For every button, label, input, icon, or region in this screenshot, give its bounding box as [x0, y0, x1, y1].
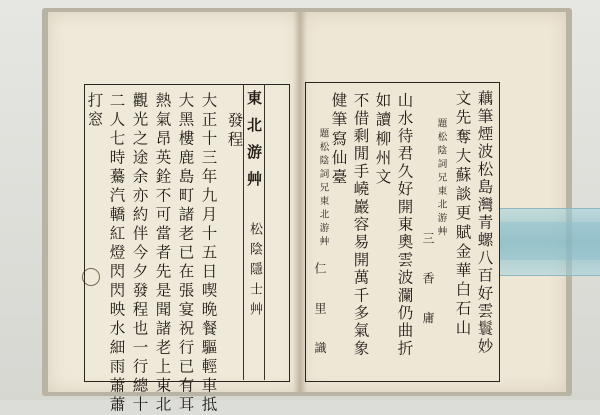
section-heading: 發程 [225, 112, 244, 150]
body-column-1: 大正十三年九月十五日喫晩餐驅輕車抵 [199, 92, 218, 415]
body-column-6: 打窓 [85, 92, 104, 130]
poem-2-signature: 仁 里 識 [313, 262, 327, 366]
author-name: 松陰隱士艸 [247, 222, 262, 322]
body-column-2: 大黑樓鹿島町諸老已在張宴祝行已有耳 [176, 92, 195, 415]
title-column-rule-2 [264, 84, 265, 380]
body-column-5: 二人七時驀汽轎紅燈閃閃映水細雨蕭蕭 [107, 92, 126, 415]
poem-2-line-2: 如讀柳州文 [373, 92, 392, 188]
book-title: 東北游艸 [245, 90, 263, 198]
body-column-4: 觀光之途余亦約伴今夕發程也一行總十 [130, 92, 149, 415]
poem-2-dedication: 題松陰詞兄東北游艸 [317, 128, 329, 250]
poem-2-line-1: 山水待君久好開東奧雲波瀾仍曲折 [395, 92, 414, 358]
poem-2-line-4: 健筆寫仙臺 [329, 92, 348, 188]
poem-1-line-1: 藕筆煙波松島灣青螺八百好雲鬟妙 [475, 90, 494, 356]
page-clip-inner [500, 222, 600, 260]
poem-1-dedication: 題松陰詞兄東北游艸 [435, 118, 447, 240]
body-column-3: 熱氣昂英銓不可當者先是聞諸老上東北 [153, 92, 172, 415]
poem-1-signature: 三 香 庸 [421, 232, 435, 336]
poem-2-line-3: 不借剩閒手嶢巖容易開萬千多氣象 [351, 92, 370, 358]
poem-1-line-2: 文先奪大蘇談更賦金華白石山 [453, 90, 472, 339]
